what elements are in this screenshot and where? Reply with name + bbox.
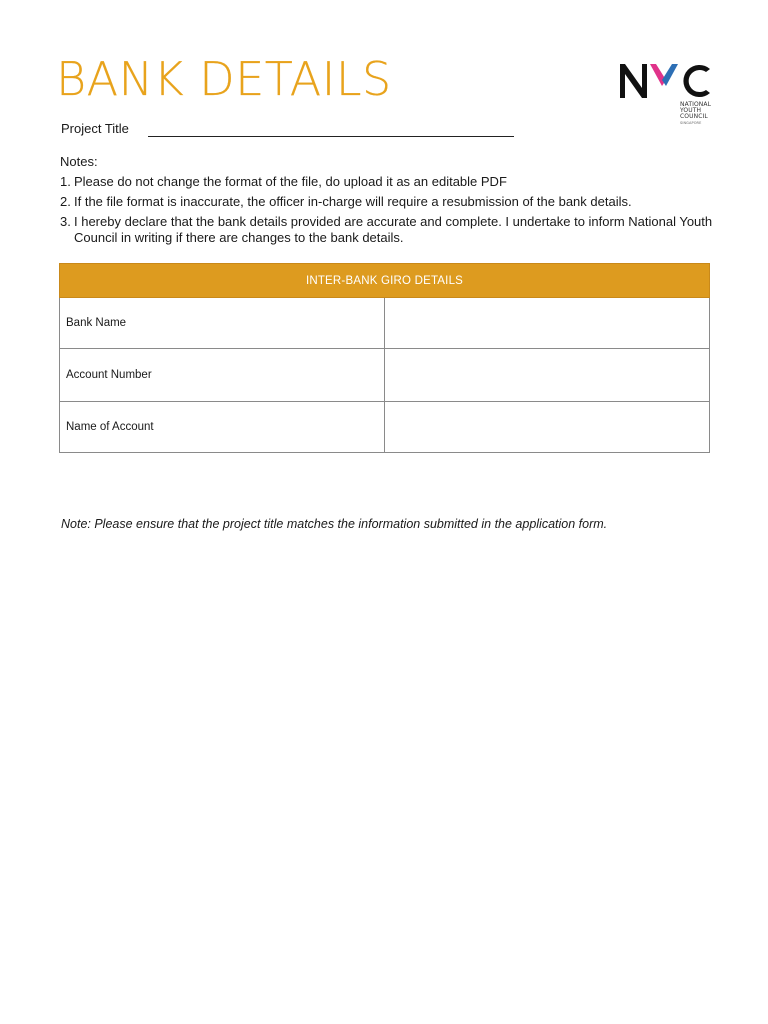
account-number-label: Account Number (60, 349, 385, 402)
notes-heading: Notes: (60, 154, 98, 169)
note-item (60, 214, 720, 246)
giro-details-table (59, 263, 710, 453)
giro-table-header: INTER-BANK GIRO DETAILS (60, 264, 710, 298)
note-text: If the file format is inaccurate, the officer in-charge will require a resubmission of the bank details. (74, 194, 632, 209)
logo-line-national: NATIONAL (680, 101, 712, 108)
account-name-field[interactable] (385, 402, 710, 453)
logo-line-council: COUNCIL (680, 113, 708, 121)
logo-letter-c (683, 65, 710, 97)
note-number: 2. (60, 194, 71, 209)
page-title: BANK DETAILS (56, 52, 392, 106)
bank-name-label: Bank Name (60, 298, 385, 349)
account-number-field[interactable] (385, 349, 710, 402)
footnote: Note: Please ensure that the project title matches the information submitted in the application form. (61, 517, 608, 531)
logo-letter-n (620, 64, 647, 98)
notes-section (60, 152, 720, 246)
notes-list (60, 172, 720, 246)
project-title-row (61, 121, 129, 136)
logo-line-youth: YOUTH (680, 107, 702, 115)
table-row (60, 402, 710, 453)
note-text: Please do not change the format of the file, do upload it as an editable PDF (74, 174, 507, 189)
bank-name-field[interactable] (385, 298, 710, 349)
project-title-label: Project Title (61, 121, 129, 136)
account-name-label: Name of Account (60, 402, 385, 453)
note-text: I hereby declare that the bank details provided are accurate and complete. I undertake to inform National Youth Council in writing if there are changes to the bank details. (74, 214, 713, 245)
table-row (60, 298, 710, 349)
table-row (60, 349, 710, 402)
note-item (60, 192, 720, 212)
logo-wordmark (680, 102, 711, 125)
note-number: 3. (60, 214, 71, 229)
note-number: 1. (60, 174, 71, 189)
note-item (60, 172, 720, 192)
logo-line-singapore: SINGAPORE (680, 120, 702, 125)
project-title-input[interactable] (148, 136, 514, 137)
